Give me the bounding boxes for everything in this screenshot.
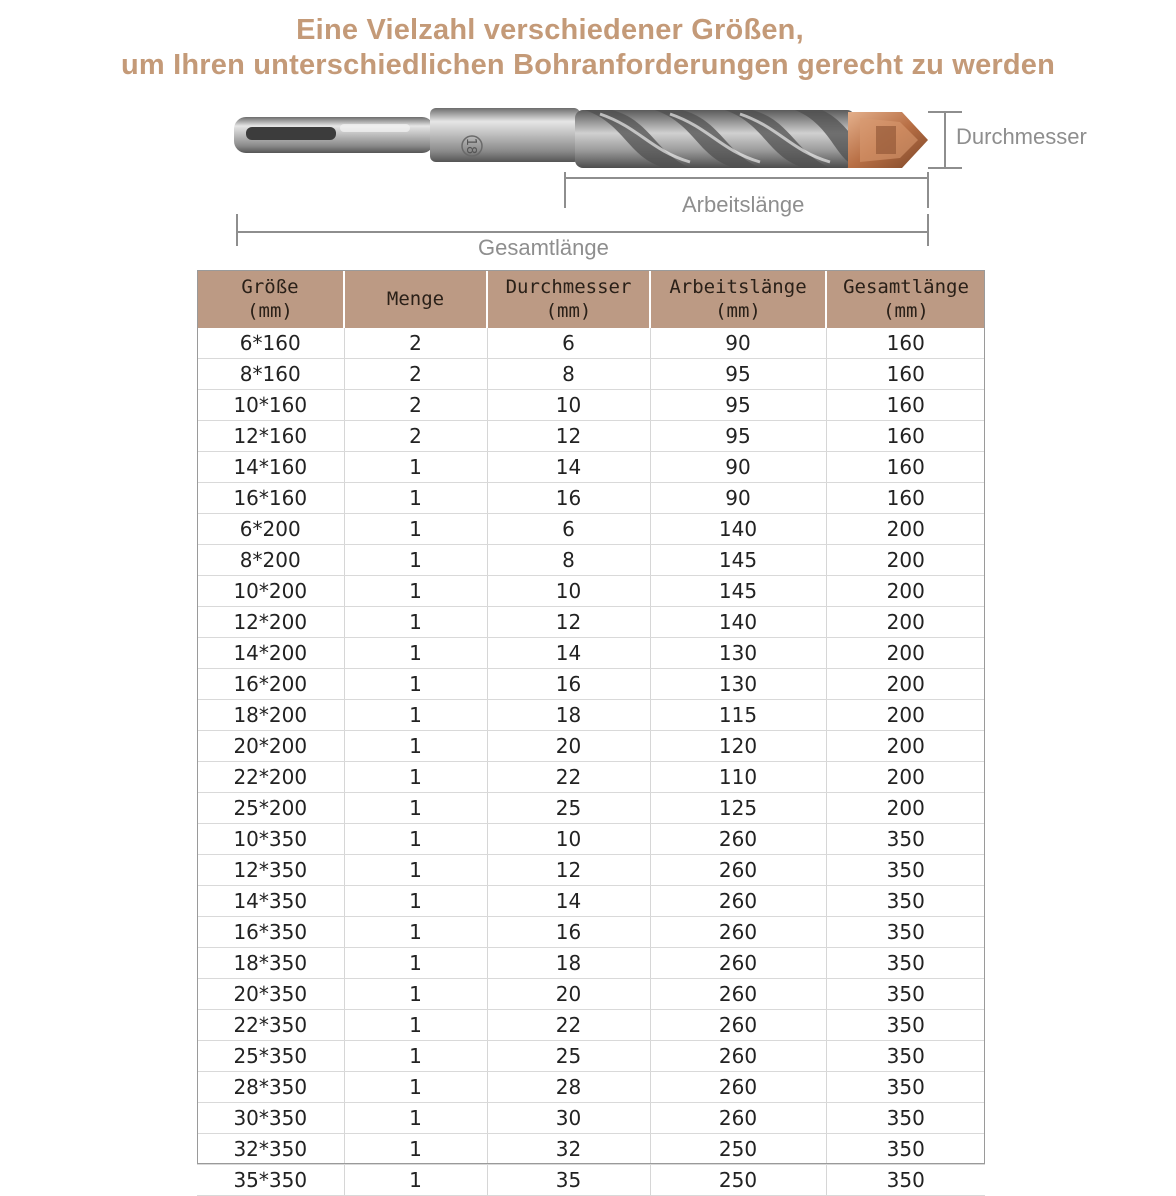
cell-diameter: 6 [487,328,650,359]
table-row [197,1103,985,1134]
cell-quantity: 1 [344,545,487,576]
cell-working-length: 145 [650,576,826,607]
cell-quantity: 2 [344,328,487,359]
cell-total-length: 160 [826,390,985,421]
cell-working-length: 140 [650,514,826,545]
cell-quantity: 1 [344,1010,487,1041]
table-row [197,669,985,700]
table-row [197,607,985,638]
cell-size: 8*160 [197,359,344,390]
cell-quantity: 2 [344,421,487,452]
header-total-length: Gesamtlänge (mm) [826,270,985,328]
cell-working-length: 260 [650,1041,826,1072]
table-row [197,886,985,917]
cell-quantity: 1 [344,917,487,948]
cell-quantity: 2 [344,390,487,421]
cell-total-length: 350 [826,1041,985,1072]
cell-working-length: 260 [650,917,826,948]
table-row [197,576,985,607]
cell-quantity: 1 [344,638,487,669]
cell-diameter: 20 [487,979,650,1010]
cell-total-length: 350 [826,917,985,948]
table-row [197,1134,985,1165]
table-body [197,328,985,1196]
cell-working-length: 260 [650,824,826,855]
cell-working-length: 95 [650,421,826,452]
cell-size: 20*350 [197,979,344,1010]
cell-diameter: 28 [487,1072,650,1103]
cell-total-length: 200 [826,762,985,793]
cell-working-length: 90 [650,328,826,359]
cell-working-length: 260 [650,979,826,1010]
svg-text:18: 18 [463,137,478,155]
cell-size: 16*160 [197,483,344,514]
table-row [197,762,985,793]
cell-total-length: 160 [826,452,985,483]
cell-working-length: 115 [650,700,826,731]
cell-diameter: 35 [487,1165,650,1196]
cell-diameter: 22 [487,1010,650,1041]
table-row [197,328,985,359]
cell-diameter: 6 [487,514,650,545]
cell-total-length: 350 [826,855,985,886]
header-diameter: Durchmesser (mm) [487,270,650,328]
cell-quantity: 1 [344,514,487,545]
table-row [197,700,985,731]
cell-working-length: 260 [650,1010,826,1041]
size-specification-table [197,270,985,1196]
cell-size: 6*200 [197,514,344,545]
cell-size: 16*350 [197,917,344,948]
carbide-tip [848,112,928,168]
header-working-length: Arbeitslänge (mm) [650,270,826,328]
cell-total-length: 200 [826,638,985,669]
cell-total-length: 350 [826,1072,985,1103]
cell-size: 12*160 [197,421,344,452]
cell-diameter: 16 [487,483,650,514]
cell-size: 10*160 [197,390,344,421]
cell-quantity: 1 [344,669,487,700]
header-quantity: Menge [344,270,487,328]
cell-working-length: 90 [650,452,826,483]
total-length-label: Gesamtlänge [478,235,609,260]
cell-working-length: 120 [650,731,826,762]
cell-total-length: 350 [826,1010,985,1041]
cell-working-length: 130 [650,638,826,669]
cell-total-length: 350 [826,1134,985,1165]
cell-total-length: 200 [826,576,985,607]
cell-total-length: 200 [826,700,985,731]
table-row [197,390,985,421]
cell-size: 10*350 [197,824,344,855]
cell-quantity: 1 [344,1072,487,1103]
working-length-label: Arbeitslänge [682,192,805,217]
cell-total-length: 200 [826,607,985,638]
cell-diameter: 25 [487,793,650,824]
drill-shank [234,108,580,162]
cell-working-length: 90 [650,483,826,514]
cell-quantity: 1 [344,824,487,855]
cell-diameter: 14 [487,886,650,917]
cell-size: 25*200 [197,793,344,824]
cell-size: 20*200 [197,731,344,762]
cell-quantity: 1 [344,700,487,731]
cell-diameter: 8 [487,359,650,390]
table-row [197,514,985,545]
cell-size: 30*350 [197,1103,344,1134]
cell-diameter: 25 [487,1041,650,1072]
cell-size: 32*350 [197,1134,344,1165]
cell-size: 8*200 [197,545,344,576]
drill-flutes [575,110,855,168]
table-row [197,731,985,762]
cell-working-length: 140 [650,607,826,638]
table-row [197,638,985,669]
cell-size: 14*160 [197,452,344,483]
cell-working-length: 250 [650,1134,826,1165]
cell-diameter: 30 [487,1103,650,1134]
cell-total-length: 350 [826,1165,985,1196]
cell-quantity: 2 [344,359,487,390]
cell-working-length: 125 [650,793,826,824]
cell-total-length: 200 [826,731,985,762]
cell-working-length: 260 [650,886,826,917]
cell-quantity: 1 [344,1103,487,1134]
cell-working-length: 260 [650,948,826,979]
table-row [197,359,985,390]
cell-diameter: 12 [487,421,650,452]
cell-quantity: 1 [344,886,487,917]
cell-quantity: 1 [344,1165,487,1196]
cell-working-length: 260 [650,1103,826,1134]
cell-diameter: 12 [487,607,650,638]
cell-quantity: 1 [344,607,487,638]
cell-working-length: 145 [650,545,826,576]
cell-diameter: 10 [487,576,650,607]
cell-diameter: 16 [487,669,650,700]
cell-total-length: 350 [826,948,985,979]
cell-diameter: 12 [487,855,650,886]
cell-quantity: 1 [344,452,487,483]
cell-diameter: 32 [487,1134,650,1165]
cell-diameter: 16 [487,917,650,948]
cell-total-length: 200 [826,514,985,545]
cell-total-length: 350 [826,886,985,917]
cell-diameter: 14 [487,452,650,483]
cell-total-length: 160 [826,421,985,452]
cell-diameter: 20 [487,731,650,762]
table-row [197,855,985,886]
cell-quantity: 1 [344,483,487,514]
cell-total-length: 200 [826,669,985,700]
cell-size: 35*350 [197,1165,344,1196]
header-size: Größe (mm) [197,270,344,328]
cell-working-length: 110 [650,762,826,793]
cell-diameter: 18 [487,948,650,979]
diameter-label: Durchmesser [956,124,1087,149]
headline-line-2: um Ihren unterschiedlichen Bohranforderungen gerecht zu werden [120,49,1056,81]
cell-size: 18*350 [197,948,344,979]
cell-quantity: 1 [344,793,487,824]
cell-diameter: 18 [487,700,650,731]
cell-size: 25*350 [197,1041,344,1072]
cell-diameter: 22 [487,762,650,793]
cell-size: 12*200 [197,607,344,638]
cell-size: 14*350 [197,886,344,917]
table-header-row [197,270,985,328]
cell-working-length: 260 [650,1072,826,1103]
cell-total-length: 350 [826,979,985,1010]
table-row [197,1010,985,1041]
cell-size: 28*350 [197,1072,344,1103]
cell-size: 22*350 [197,1010,344,1041]
cell-quantity: 1 [344,948,487,979]
cell-quantity: 1 [344,1041,487,1072]
table-row [197,979,985,1010]
cell-quantity: 1 [344,1134,487,1165]
cell-quantity: 1 [344,731,487,762]
cell-working-length: 260 [650,855,826,886]
table-row [197,948,985,979]
cell-total-length: 350 [826,824,985,855]
cell-total-length: 200 [826,545,985,576]
cell-diameter: 10 [487,390,650,421]
cell-total-length: 160 [826,359,985,390]
cell-size: 18*200 [197,700,344,731]
cell-working-length: 250 [650,1165,826,1196]
cell-size: 16*200 [197,669,344,700]
cell-working-length: 95 [650,359,826,390]
table-row [197,1072,985,1103]
cell-quantity: 1 [344,855,487,886]
cell-size: 14*200 [197,638,344,669]
table-row [197,452,985,483]
table-row [197,824,985,855]
cell-diameter: 14 [487,638,650,669]
cell-working-length: 95 [650,390,826,421]
table-row [197,545,985,576]
table-row [197,483,985,514]
cell-size: 12*350 [197,855,344,886]
cell-total-length: 160 [826,483,985,514]
table-row [197,793,985,824]
cell-quantity: 1 [344,762,487,793]
cell-size: 22*200 [197,762,344,793]
headline-line-1: Eine Vielzahl verschiedener Größen, [296,14,804,46]
cell-total-length: 200 [826,793,985,824]
table-row [197,917,985,948]
cell-quantity: 1 [344,979,487,1010]
cell-size: 10*200 [197,576,344,607]
table-row [197,1165,985,1196]
cell-total-length: 350 [826,1103,985,1134]
cell-total-length: 160 [826,328,985,359]
table-row [197,421,985,452]
cell-working-length: 130 [650,669,826,700]
cell-quantity: 1 [344,576,487,607]
cell-size: 6*160 [197,328,344,359]
cell-diameter: 8 [487,545,650,576]
table-row [197,1041,985,1072]
cell-diameter: 10 [487,824,650,855]
